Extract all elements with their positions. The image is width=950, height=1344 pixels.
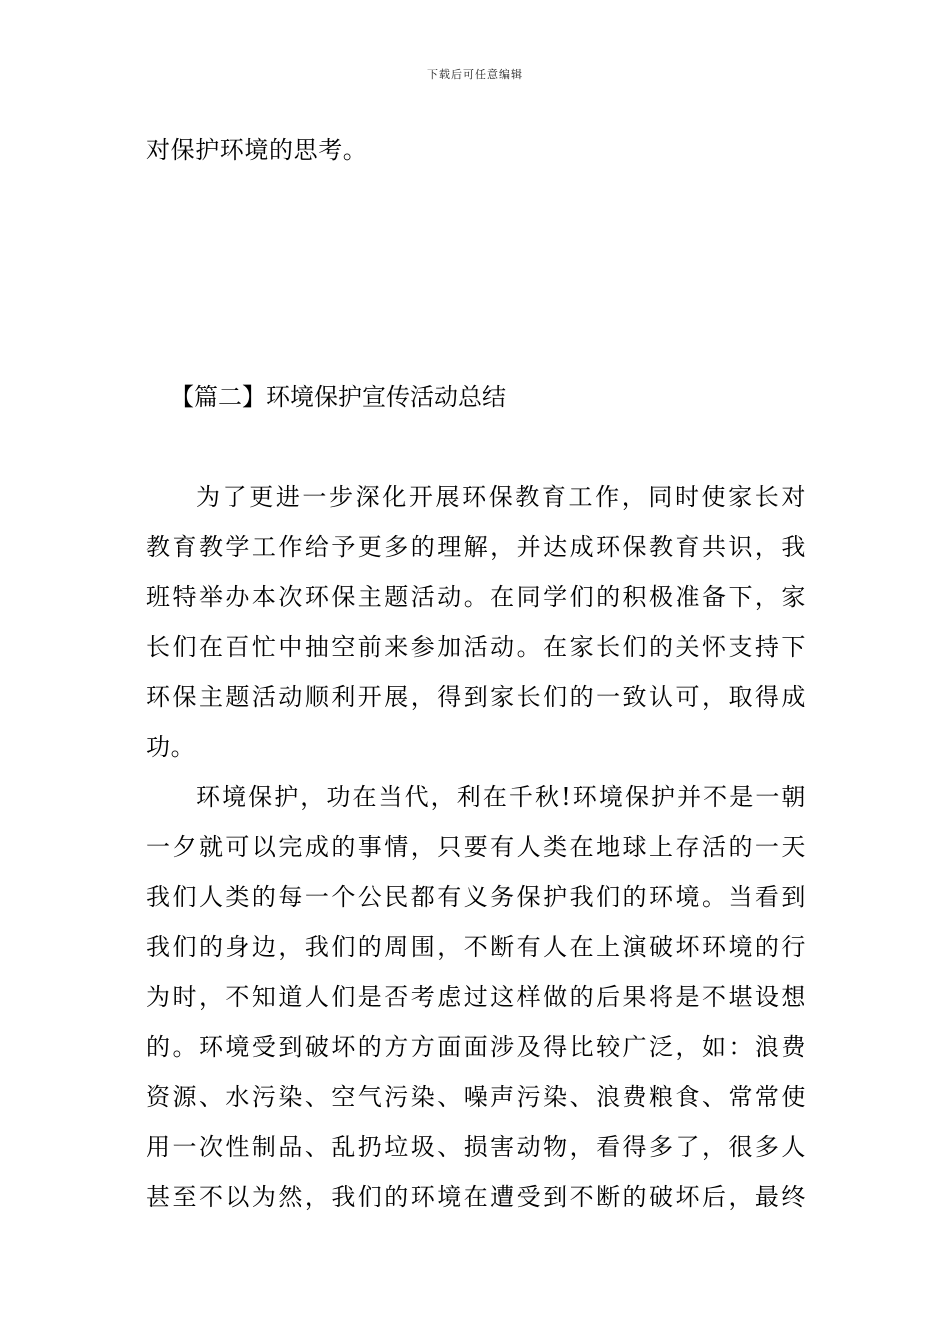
paragraph-2-line: 甚至不以为然，我们的环境在遭受到不断的破坏后，最终: [146, 1183, 806, 1211]
paragraph-1-line: 班特举办本次环保主题活动。在同学们的积极准备下，家: [146, 583, 806, 611]
paragraph-2-line: 资源、水污染、空气污染、噪声污染、浪费粮食、常常使: [146, 1083, 806, 1111]
paragraph-1-line: 功。: [146, 733, 196, 761]
paragraph-2-line: 的。环境受到破坏的方方面面涉及得比较广泛，如：浪费: [146, 1033, 806, 1061]
paragraph-2-line: 为时，不知道人们是否考虑过这样做的后果将是不堪设想: [146, 983, 806, 1011]
paragraph-2-line: 用一次性制品、乱扔垃圾、损害动物，看得多了，很多人: [146, 1133, 806, 1161]
paragraph-2-line: 环境保护，功在当代，利在千秋!环境保护并不是一朝: [196, 783, 806, 811]
intro-line: 对保护环境的思考。: [146, 136, 368, 164]
paragraph-1-line: 环保主题活动顺利开展，得到家长们的一致认可，取得成: [146, 683, 806, 711]
section-heading: 【篇二】环境保护宣传活动总结: [170, 383, 506, 411]
paragraph-2-line: 我们的身边，我们的周围，不断有人在上演破坏环境的行: [146, 933, 806, 961]
paragraph-1-line: 教育教学工作给予更多的理解，并达成环保教育共识，我: [146, 533, 806, 561]
paragraph-2-line: 一夕就可以完成的事情，只要有人类在地球上存活的一天: [146, 833, 806, 861]
paragraph-1-line: 为了更进一步深化开展环保教育工作，同时使家长对: [196, 483, 806, 511]
page-header-note: 下载后可任意编辑: [427, 68, 523, 81]
paragraph-2-line: 我们人类的每一个公民都有义务保护我们的环境。当看到: [146, 883, 806, 911]
paragraph-1-line: 长们在百忙中抽空前来参加活动。在家长们的关怀支持下: [146, 633, 806, 661]
